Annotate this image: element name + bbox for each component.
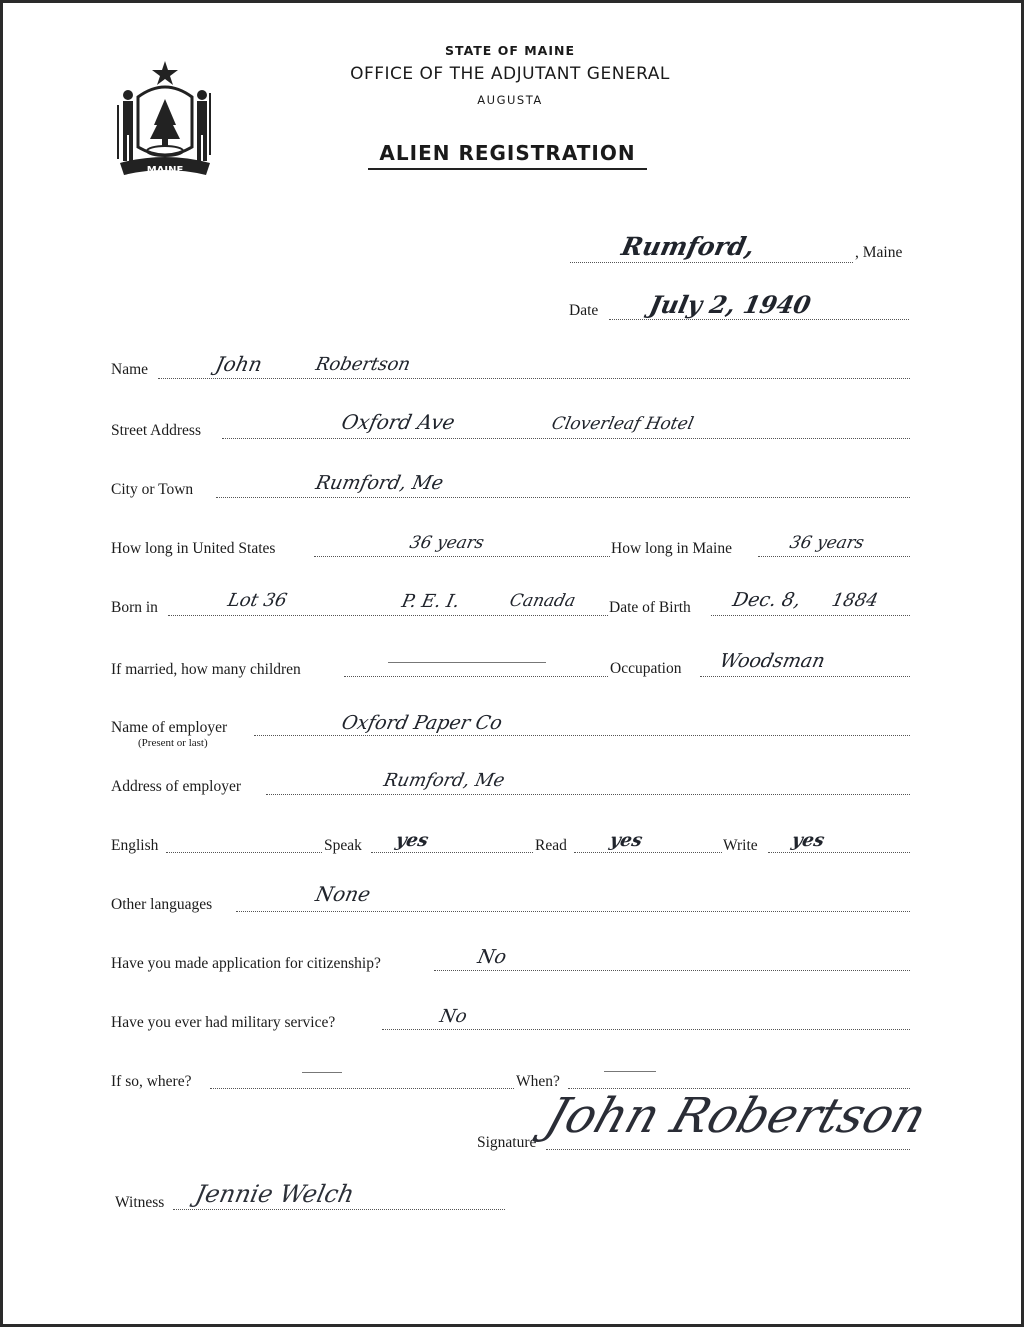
born-in-line [168, 615, 608, 616]
date-line [609, 319, 909, 320]
header-office: OFFICE OF THE ADJUTANT GENERAL [350, 64, 670, 84]
name-first-value: John [213, 352, 265, 376]
write-value: yes [789, 830, 827, 851]
svg-text:MAINE: MAINE [146, 165, 184, 176]
employer-name-sublabel: (Present or last) [138, 737, 208, 749]
signature-label: Signature [477, 1134, 537, 1151]
witness-label: Witness [115, 1194, 165, 1211]
read-value: yes [607, 830, 645, 851]
date-of-birth-value-2: 1884 [829, 590, 881, 611]
military-value: No [437, 1006, 469, 1027]
occupation-line [700, 676, 910, 677]
date-of-birth-value-1: Dec. 8, [730, 589, 803, 611]
witness-value: Jennie Welch [193, 1180, 357, 1208]
if-so-where-label: If so, where? [111, 1073, 192, 1090]
born-in-value-2: P. E. I. [399, 591, 462, 612]
employer-address-line [266, 794, 910, 795]
header-state: STATE OF MAINE [445, 43, 575, 58]
when-label: When? [516, 1073, 560, 1090]
name-label: Name [111, 361, 149, 378]
other-languages-line [236, 911, 910, 912]
town-value: Rumford, [618, 232, 758, 261]
born-in-value-1: Lot 36 [225, 590, 289, 611]
read-line [574, 852, 722, 853]
speak-value: yes [393, 830, 431, 851]
city-label: City or Town [111, 481, 194, 498]
header-city: AUGUSTA [477, 93, 543, 107]
witness-line [173, 1209, 505, 1210]
town-line [570, 262, 853, 263]
signature-value: John Robertson [538, 1088, 934, 1144]
write-label: Write [723, 837, 758, 854]
citizenship-value: No [475, 946, 509, 968]
occupation-value: Woodsman [717, 650, 827, 672]
city-line [216, 497, 910, 498]
name-last-value: Robertson [313, 354, 413, 375]
date-of-birth-line [711, 615, 910, 616]
married-children-line [344, 676, 608, 677]
employer-address-value: Rumford, Me [381, 770, 507, 791]
form-title: ALIEN REGISTRATION [368, 141, 647, 170]
how-long-maine-line [758, 556, 910, 557]
how-long-us-line [314, 556, 610, 557]
read-label: Read [535, 837, 567, 854]
born-in-label: Born in [111, 599, 158, 616]
street-line [222, 438, 910, 439]
military-label: Have you ever had military service? [111, 1014, 336, 1031]
how-long-us-label: How long in United States [111, 540, 276, 557]
citizenship-label: Have you made application for citizenship? [111, 955, 381, 972]
employer-name-value: Oxford Paper Co [339, 712, 505, 734]
signature-line [546, 1149, 910, 1150]
date-value: July 2, 1940 [646, 290, 814, 319]
english-line [166, 852, 322, 853]
married-children-dash [388, 662, 546, 663]
how-long-us-value: 36 years [407, 533, 486, 553]
citizenship-line [434, 970, 910, 971]
street-value-1: Oxford Ave [339, 410, 458, 434]
street-label: Street Address [111, 422, 201, 439]
employer-name-line [254, 735, 910, 736]
occupation-label: Occupation [610, 660, 682, 677]
how-long-maine-value: 36 years [787, 533, 866, 553]
english-label: English [111, 837, 159, 854]
street-value-2: Cloverleaf Hotel [549, 414, 696, 434]
speak-line [371, 852, 533, 853]
speak-label: Speak [324, 837, 362, 854]
other-languages-label: Other languages [111, 896, 213, 913]
military-line [382, 1029, 910, 1030]
if-so-where-line [210, 1088, 514, 1089]
employer-name-label: Name of employer [111, 719, 228, 736]
city-value: Rumford, Me [313, 472, 446, 494]
employer-address-label: Address of employer [111, 778, 241, 795]
date-label: Date [569, 302, 599, 319]
name-line [158, 378, 910, 379]
maine-label: , Maine [855, 244, 903, 261]
if-so-where-dash [302, 1072, 342, 1073]
when-dash [604, 1071, 656, 1072]
born-in-value-3: Canada [507, 591, 578, 611]
how-long-maine-label: How long in Maine [611, 540, 732, 557]
date-of-birth-label: Date of Birth [609, 599, 691, 616]
other-languages-value: None [313, 882, 373, 906]
married-children-label: If married, how many children [111, 661, 301, 678]
write-line [768, 852, 910, 853]
